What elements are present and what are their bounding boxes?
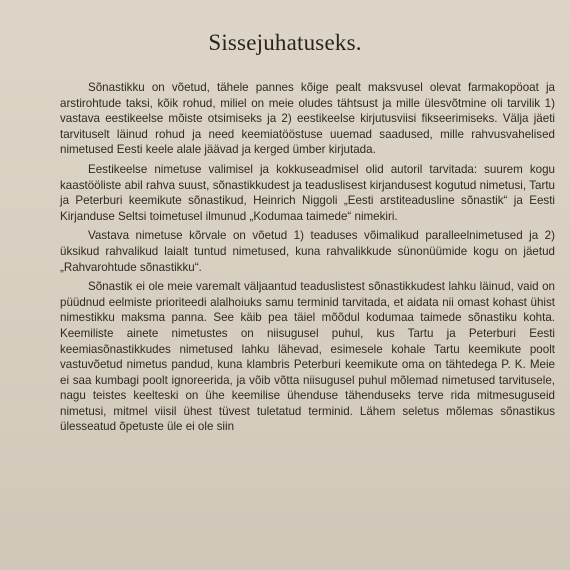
body-text	[60, 80, 555, 435]
paragraph-text: Eestikeelse nimetuse valimisel ja kokkuseadmisel olid autoril tarvitada: suurem kogu kaastööliste abil rahva suust, sõnastikkudest ja teaduslisest kirjandusest kogutud nimetusi, Tartu ja Peterburi keemikute sõnastikud, Heinrich Niggoli „Eesti arstiteadusline sõnastik“ ja Eesti Kirjanduse Seltsi toimetusel ilmunud „Kodumaa taimede“ nimekiri.	[60, 162, 555, 223]
paragraph-text: Sõnastik ei ole meie varemalt väljaantud teaduslistest sõnastikkudest lahku läinud, vaid on püüdnud eelmiste prioriteedi alalhoiuks samu terminid tarvitada, et aidata nii omast kohast ühist nimestikku maksma panna. See käib pea täiel mõõdul kodumaa taimede sõnastiku kohta. Keemiliste ainete nimetustes on niisugusel puhul, kus Tartu ja Peterburi Eesti keemiasõnastikkudes nimetused lahku lähevad, esimesele kohale Tartu keemikute poolt vastuvõetud nimetus pandud, kuna klambris Peterburi keemikute oma on tähtedega P. K. Meie ei saa kumbagi poolt ignoreerida, ja võib võtta niisugusel puhul mõlemad nimetused tarvitusele, nagu teistes keelteski on ühe keemilise ühenduse tähenduseks terve rida mitmesuguseid nimetusi, mitmel viisil ühest tüvest tuletatud terminid. Lähem seletus mõlemas sõnastikus ülesseatud õpetuste üle ei ole siin	[60, 280, 555, 434]
paragraph-text: Sõnastikku on võetud, tähele pannes kõige pealt maksvusel olevat farmakopöoat ja arstirohtude taksi, kõik rohud, miliel on meie oludes tähtsust ja mille ülesvõtmine oli tarvilik 1) vastava eestikeelse mõiste otsimiseks ja 2) eestikeelse kirjutusviisi fikseerimiseks. Välja jäeti tarvituselt läinud rohud ja need keemiatööstuse uuemad saadused, mille rahvusvahelised nimetused Eesti keele alale jäävad ja kerged ümber kirjutada.	[60, 81, 555, 157]
paragraph	[60, 279, 555, 435]
paragraph-text: Vastava nimetuse kõrvale on võetud 1) teaduses võimalikud paralleelnimetused ja 2) üksikud rahvalikud laialt tuntud nimetused, kuna rahvalikkude sünonüümide kogu on jäetud „Rahvarohtude sõnastikku“.	[60, 229, 555, 274]
page-title: Sissejuhatuseks.	[208, 30, 362, 55]
paragraph	[60, 80, 555, 158]
paragraph	[60, 228, 555, 275]
paragraph	[60, 162, 555, 224]
